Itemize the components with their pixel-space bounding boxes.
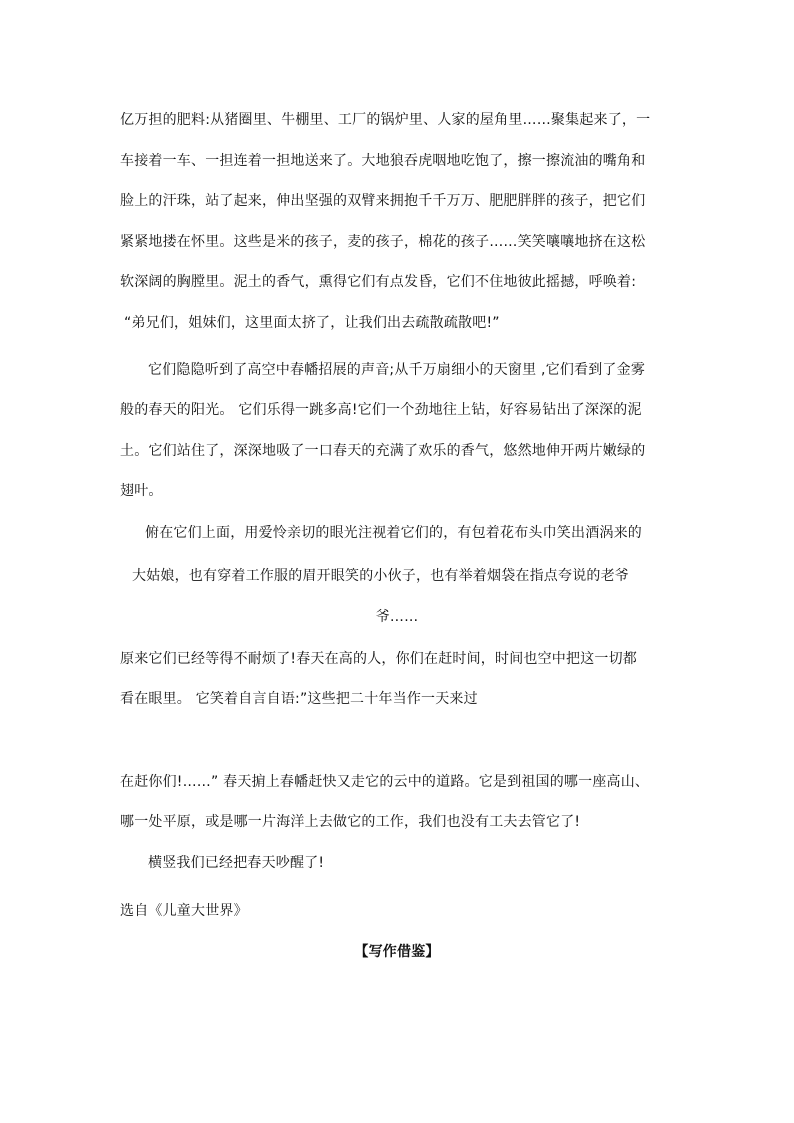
paragraph-line: 土。它们站住了，深深地吸了一口春天的充满了欢乐的香气，悠然地伸开两片嫩绿的: [120, 443, 646, 459]
paragraph-line: 车接着一车、一担连着一担地送来了。大地狼吞虎咽地吃饱了，擦一擦流油的嘴角和: [120, 153, 646, 169]
paragraph-line: 爷……: [375, 609, 419, 625]
paragraph-line: 软深阔的胸膛里。泥土的香气，熏得它们有点发昏，它们不住地彼此摇撼，呼唤着:: [120, 274, 637, 290]
paragraph-line: 翅叶。: [120, 483, 163, 499]
paragraph-line: 它们隐隐听到了高空中春幡招展的声音;从千万扇细小的天窗里 ,它们看到了金雾: [148, 362, 646, 378]
source-citation: 选自《儿童大世界》: [120, 903, 248, 919]
paragraph-line: 俯在它们上面，用爱怜亲切的眼光注视着它们的，有包着花布头巾笑出酒涡来的: [145, 525, 642, 541]
section-heading: 【写作借鉴】: [354, 944, 440, 960]
paragraph-line: 在赶你们!……” 春天掮上春幡赶快又走它的云中的道路。它是到祖国的哪一座高山、: [120, 774, 650, 790]
paragraph-line: 横竖我们已经把春天吵醒了!: [148, 855, 325, 871]
paragraph-line: 亿万担的肥料:从猪圈里、牛棚里、工厂的锅炉里、人家的屋角里……聚集起来了，一: [120, 112, 651, 128]
paragraph-line: 紧紧地搂在怀里。这些是米的孩子，麦的孩子，棉花的孩子……笑笑嚷嚷地挤在这松: [120, 234, 646, 250]
paragraph-line: 脸上的汗珠，站了起来，伸出坚强的双臂来拥抱千千万万、肥肥胖胖的孩子，把它们: [120, 193, 646, 209]
paragraph-line: 哪一处平原，或是哪一片海洋上去做它的工作，我们也没有工夫去管它了!: [120, 814, 581, 830]
paragraph-line: 原来它们已经等得不耐烦了!春天在高的人，你们在赶时间，时间也空中把这一切都: [120, 651, 638, 667]
dialogue-line: “弟兄们，姐妹们，这里面太挤了，让我们出去疏散疏散吧!”: [124, 315, 500, 331]
paragraph-line: 般的春天的阳光。 它们乐得一跳多高!它们一个劲地往上钻，好容易钻出了深深的泥: [120, 402, 642, 418]
paragraph-line: 大姑娘，也有穿着工作服的眉开眼笑的小伙子，也有举着烟袋在指点夸说的老爷: [132, 568, 629, 584]
paragraph-line: 看在眼里。 它笑着自言自语:”这些把二十年当作一天来过: [120, 691, 478, 707]
